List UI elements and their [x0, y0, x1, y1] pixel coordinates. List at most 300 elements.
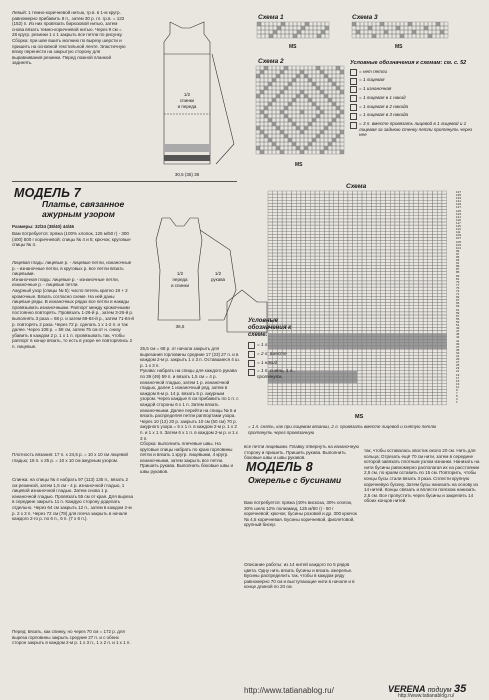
grid-cell	[343, 191, 348, 194]
grid-cell	[343, 275, 348, 278]
row-number: 57	[456, 313, 460, 318]
grid-cell	[357, 374, 362, 377]
grid-cell	[339, 200, 344, 203]
grid-cell	[395, 207, 400, 210]
grid-cell	[315, 250, 320, 253]
grid-cell	[339, 222, 344, 225]
grid-cell	[433, 327, 438, 330]
grid-cell	[404, 374, 409, 377]
grid-cell	[296, 349, 301, 352]
grid-cell	[329, 219, 334, 222]
grid-cell	[296, 393, 301, 396]
row-number: 77	[456, 282, 460, 287]
grid-cell	[381, 210, 386, 213]
grid-cell	[320, 247, 325, 250]
grid-cell	[404, 296, 409, 299]
grid-cell	[409, 265, 414, 268]
grid-cell	[348, 306, 353, 309]
grid-cell	[400, 26, 404, 30]
grid-cell	[412, 34, 416, 38]
grid-cell	[437, 290, 442, 293]
grid-cell	[362, 337, 367, 340]
grid-cell	[357, 259, 362, 262]
grid-cell	[329, 352, 334, 355]
grid-cell	[400, 256, 405, 259]
grid-cell	[284, 114, 288, 118]
grid-cell	[287, 281, 292, 284]
grid-cell	[400, 343, 405, 346]
grid-cell	[386, 265, 391, 268]
grid-cell	[353, 377, 358, 380]
grid-cell	[324, 324, 329, 327]
grid-cell	[423, 396, 428, 399]
grid-cell	[404, 241, 409, 244]
grid-cell	[284, 90, 288, 94]
grid-cell	[395, 358, 400, 361]
grid-cell	[400, 281, 405, 284]
grid-cell	[324, 225, 329, 228]
grid-cell	[390, 225, 395, 228]
grid-cell	[381, 352, 386, 355]
grid-cell	[315, 358, 320, 361]
grid-cell	[273, 402, 278, 405]
grid-cell	[272, 138, 276, 142]
grid-cell	[418, 241, 423, 244]
grid-cell	[442, 377, 447, 380]
grid-cell	[268, 269, 273, 272]
grid-cell	[364, 26, 368, 30]
grid-cell	[386, 287, 391, 290]
grid-cell	[414, 368, 419, 371]
grid-cell	[400, 383, 405, 386]
grid-cell	[308, 150, 312, 154]
grid-cell	[343, 331, 348, 334]
grid-cell	[357, 393, 362, 396]
row-number: 9	[456, 388, 458, 392]
grid-cell	[339, 399, 344, 402]
grid-cell	[395, 225, 400, 228]
grid-cell	[420, 34, 424, 38]
grid-cell	[256, 106, 260, 110]
grid-cell	[339, 238, 344, 241]
legend-top	[350, 60, 480, 139]
grid-cell	[343, 309, 348, 312]
row-number: 107	[456, 236, 462, 241]
grid-cell	[404, 355, 409, 358]
grid-cell	[301, 287, 306, 290]
grid-cell	[273, 213, 278, 216]
grid-cell	[348, 231, 353, 234]
grid-cell	[409, 331, 414, 334]
grid-cell	[404, 207, 409, 210]
grid-cell	[315, 244, 320, 247]
grid-cell	[277, 247, 282, 250]
grid-cell	[348, 213, 353, 216]
grid-cell	[268, 98, 272, 102]
grid-cell	[301, 231, 306, 234]
grid-cell	[381, 213, 386, 216]
grid-cell	[433, 293, 438, 296]
grid-cell	[423, 315, 428, 318]
grid-cell	[269, 30, 273, 34]
grid-cell	[339, 346, 344, 349]
grid-cell	[404, 253, 409, 256]
grid-cell	[300, 82, 304, 86]
grid-cell	[320, 250, 325, 253]
grid-cell	[357, 290, 362, 293]
grid-cell	[282, 296, 287, 299]
grid-cell	[371, 327, 376, 330]
grid-cell	[404, 30, 408, 34]
grid-cell	[276, 86, 280, 90]
grid-cell	[357, 293, 362, 296]
grid-cell	[404, 402, 409, 405]
grid-cell	[317, 30, 321, 34]
grid-cell	[280, 146, 284, 150]
grid-cell	[381, 309, 386, 312]
grid-cell	[315, 380, 320, 383]
grid-cell	[316, 66, 320, 70]
grid-cell	[272, 106, 276, 110]
grid-cell	[280, 94, 284, 98]
grid-cell	[301, 281, 306, 284]
grid-cell	[442, 203, 447, 206]
grid-cell	[320, 130, 324, 134]
grid-cell	[268, 247, 273, 250]
grid-cell	[381, 281, 386, 284]
grid-cell	[292, 98, 296, 102]
grid-cell	[315, 265, 320, 268]
grid-cell	[390, 300, 395, 303]
grid-cell	[320, 284, 325, 287]
section-divider	[12, 181, 237, 182]
grid-cell	[334, 321, 339, 324]
grid-cell	[343, 303, 348, 306]
grid-cell	[386, 269, 391, 272]
grid-cell	[433, 312, 438, 315]
grid-cell	[386, 284, 391, 287]
grid-cell	[423, 389, 428, 392]
grid-cell	[296, 399, 301, 402]
grid-cell	[418, 278, 423, 281]
grid-cell	[324, 315, 329, 318]
grid-cell	[301, 309, 306, 312]
grid-cell	[423, 386, 428, 389]
grid-cell	[334, 300, 339, 303]
grid-cell	[315, 402, 320, 405]
grid-cell	[381, 402, 386, 405]
grid-cell	[340, 126, 344, 130]
grid-cell	[428, 343, 433, 346]
grid-cell	[428, 324, 433, 327]
grid-cell	[400, 210, 405, 213]
grid-cell	[273, 275, 278, 278]
grid-cell	[336, 102, 340, 106]
grid-cell	[268, 228, 273, 231]
grid-cell	[334, 287, 339, 290]
grid-cell	[404, 222, 409, 225]
grid-cell	[334, 315, 339, 318]
footer-url-right[interactable]: http://www.tatianablog.ru/	[398, 693, 455, 699]
grid-cell	[268, 300, 273, 303]
grid-cell	[404, 203, 409, 206]
grid-cell	[285, 22, 289, 26]
grid-cell	[339, 256, 344, 259]
grid-cell	[424, 30, 428, 34]
grid-cell	[437, 200, 442, 203]
grid-cell	[287, 389, 292, 392]
grid-cell	[296, 210, 301, 213]
grid-cell	[376, 244, 381, 247]
grid-cell	[386, 352, 391, 355]
grid-cell	[264, 118, 268, 122]
row-number: 79	[456, 279, 460, 284]
grid-cell	[321, 22, 325, 26]
grid-cell	[296, 134, 300, 138]
grid-cell	[264, 66, 268, 70]
grid-cell	[395, 380, 400, 383]
grid-cell	[324, 386, 329, 389]
grid-cell	[428, 358, 433, 361]
grid-cell	[408, 26, 412, 30]
grid-cell	[312, 150, 316, 154]
grid-cell	[414, 340, 419, 343]
grid-cell	[428, 290, 433, 293]
grid-cell	[400, 287, 405, 290]
grid-cell	[320, 74, 324, 78]
grid-cell	[343, 315, 348, 318]
grid-cell	[324, 380, 329, 383]
grid-cell	[320, 194, 325, 197]
grid-cell	[362, 219, 367, 222]
grid-cell	[310, 346, 315, 349]
grid-cell	[310, 389, 315, 392]
grid-cell	[367, 303, 372, 306]
grid-cell	[348, 365, 353, 368]
grid-cell	[376, 334, 381, 337]
grid-cell	[260, 146, 264, 150]
grid-cell	[310, 234, 315, 237]
grid-cell	[343, 362, 348, 365]
grid-cell	[442, 380, 447, 383]
grid-cell	[324, 365, 329, 368]
grid-cell	[264, 114, 268, 118]
grid-cell	[381, 340, 386, 343]
grid-cell	[336, 98, 340, 102]
grid-cell	[324, 377, 329, 380]
grid-cell	[376, 26, 380, 30]
grid-cell	[381, 228, 386, 231]
grid-cell	[362, 244, 367, 247]
grid-cell	[442, 355, 447, 358]
grid-cell	[371, 349, 376, 352]
grid-cell	[310, 284, 315, 287]
grid-cell	[301, 349, 306, 352]
grid-cell	[381, 290, 386, 293]
grid-cell	[320, 207, 325, 210]
grid-cell	[340, 134, 344, 138]
grid-cell	[404, 247, 409, 250]
grid-cell	[296, 130, 300, 134]
grid-cell	[362, 312, 367, 315]
grid-cell	[277, 244, 282, 247]
grid-cell	[287, 386, 292, 389]
grid-cell	[390, 340, 395, 343]
row-number: 87	[456, 267, 460, 272]
row-number: 45	[456, 332, 460, 337]
grid-cell	[428, 355, 433, 358]
grid-cell	[353, 238, 358, 241]
grid-cell	[390, 358, 395, 361]
grid-cell	[418, 234, 423, 237]
grid-cell	[320, 275, 325, 278]
grid-cell	[329, 253, 334, 256]
grid-cell	[287, 207, 292, 210]
grid-cell	[386, 194, 391, 197]
grid-cell	[268, 290, 273, 293]
grid-cell	[329, 197, 334, 200]
grid-cell	[395, 275, 400, 278]
grid-cell	[308, 138, 312, 142]
grid-cell	[376, 228, 381, 231]
grid-cell	[395, 393, 400, 396]
grid-cell	[313, 30, 317, 34]
grid-cell	[329, 213, 334, 216]
grid-cell	[268, 383, 273, 386]
grid-cell	[260, 110, 264, 114]
grid-cell	[292, 399, 297, 402]
grid-cell	[339, 244, 344, 247]
grid-cell	[268, 197, 273, 200]
grid-cell	[442, 340, 447, 343]
grid-cell	[277, 281, 282, 284]
grid-cell	[336, 122, 340, 126]
grid-cell	[423, 281, 428, 284]
grid-cell	[272, 98, 276, 102]
grid-cell	[409, 368, 414, 371]
grid-cell	[305, 26, 309, 30]
row-number: 37	[456, 344, 460, 349]
grid-cell	[371, 309, 376, 312]
grid-cell	[268, 106, 272, 110]
grid-cell	[277, 383, 282, 386]
grid-cell	[400, 303, 405, 306]
schema2-label: Схема 2	[258, 58, 284, 65]
grid-cell	[423, 346, 428, 349]
grid-cell	[414, 371, 419, 374]
grid-cell	[339, 191, 344, 194]
grid-cell	[428, 315, 433, 318]
grid-cell	[409, 272, 414, 275]
grid-cell	[310, 296, 315, 299]
grid-cell	[296, 197, 301, 200]
grid-cell	[414, 197, 419, 200]
grid-cell	[367, 300, 372, 303]
grid-cell	[301, 321, 306, 324]
grid-cell	[408, 22, 412, 26]
grid-cell	[343, 386, 348, 389]
grid-cell	[324, 383, 329, 386]
grid-cell	[353, 396, 358, 399]
grid-cell	[442, 234, 447, 237]
grid-cell	[360, 30, 364, 34]
grid-cell	[437, 210, 442, 213]
grid-cell	[280, 142, 284, 146]
grid-cell	[310, 343, 315, 346]
grid-cell	[343, 225, 348, 228]
grid-cell	[367, 222, 372, 225]
grid-cell	[260, 126, 264, 130]
grid-cell	[280, 102, 284, 106]
grid-cell	[433, 238, 438, 241]
grid-cell	[296, 300, 301, 303]
grid-cell	[320, 203, 325, 206]
grid-cell	[324, 358, 329, 361]
grid-cell	[334, 231, 339, 234]
grid-cell	[287, 244, 292, 247]
grid-cell	[428, 306, 433, 309]
grid-cell	[418, 262, 423, 265]
grid-cell	[329, 241, 334, 244]
grid-cell	[367, 210, 372, 213]
grid-cell	[362, 365, 367, 368]
grid-cell	[404, 194, 409, 197]
grid-cell	[362, 331, 367, 334]
grid-cell	[332, 106, 336, 110]
grid-cell	[306, 275, 311, 278]
grid-cell	[404, 290, 409, 293]
grid-cell	[329, 389, 334, 392]
grid-cell	[371, 331, 376, 334]
legend-item	[248, 351, 296, 358]
grid-cell	[437, 213, 442, 216]
grid-cell	[367, 269, 372, 272]
footer-url-left[interactable]: http://www.tatianablog.ru/	[244, 686, 334, 695]
grid-cell	[273, 241, 278, 244]
grid-cell	[301, 207, 306, 210]
grid-cell	[367, 281, 372, 284]
grid-cell	[442, 368, 447, 371]
grid-cell	[390, 216, 395, 219]
row-number: 115	[456, 224, 461, 229]
grid-cell	[381, 315, 386, 318]
grid-cell	[324, 90, 328, 94]
grid-cell	[300, 86, 304, 90]
grid-cell	[296, 321, 301, 324]
grid-cell	[433, 331, 438, 334]
grid-cell	[404, 380, 409, 383]
grid-cell	[324, 203, 329, 206]
grid-cell	[272, 118, 276, 122]
grid-cell	[332, 94, 336, 98]
grid-cell	[362, 318, 367, 321]
grid-cell	[367, 309, 372, 312]
grid-cell	[268, 238, 273, 241]
grid-cell	[277, 272, 282, 275]
grid-cell	[433, 194, 438, 197]
grid-cell	[409, 377, 414, 380]
grid-cell	[296, 259, 301, 262]
grid-cell	[332, 86, 336, 90]
grid-cell	[386, 293, 391, 296]
grid-cell	[324, 241, 329, 244]
row-number: 3	[456, 397, 458, 402]
grid-cell	[381, 269, 386, 272]
grid-cell	[316, 150, 320, 154]
grid-cell	[357, 396, 362, 399]
grid-cell	[367, 362, 372, 365]
grid-cell	[437, 265, 442, 268]
